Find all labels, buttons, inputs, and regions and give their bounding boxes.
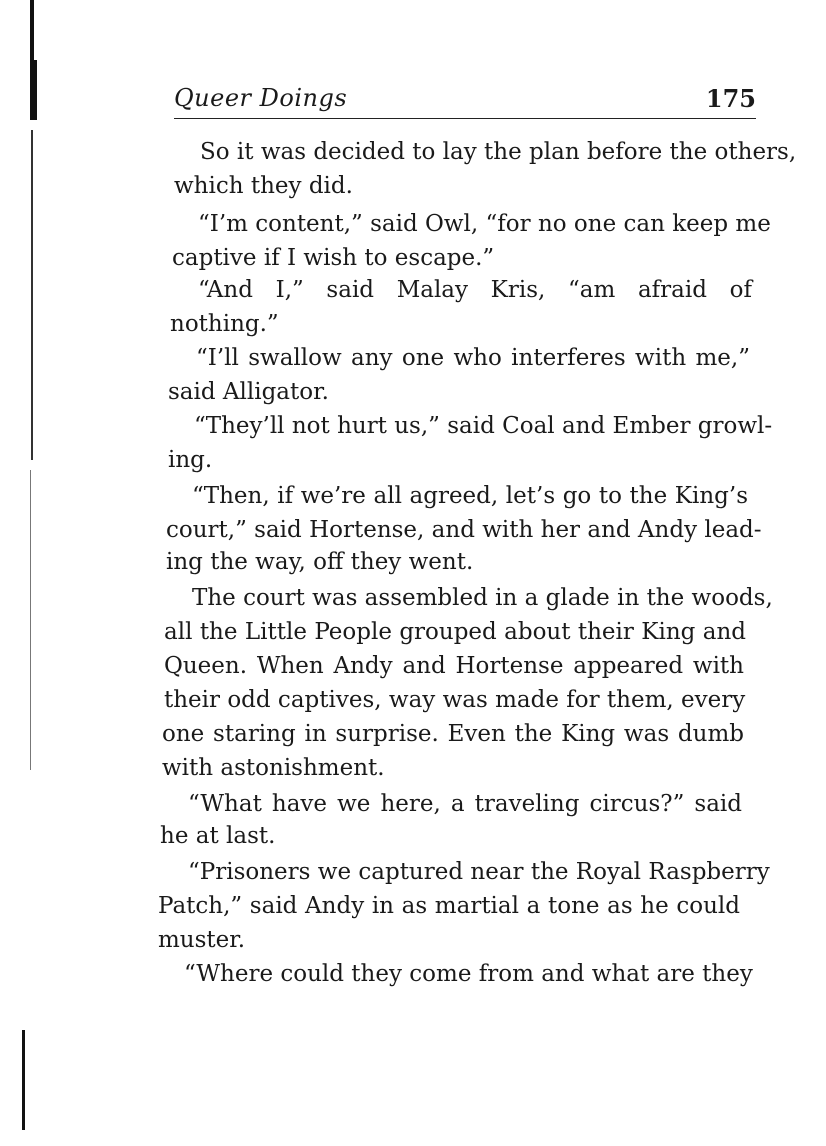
binding-edge-mark	[31, 130, 33, 460]
text-line: “Then, if we’re all agreed, let’s go to the King’s	[192, 483, 748, 509]
text-line: “What have we here, a traveling circus?” said	[188, 791, 742, 817]
page-header	[174, 80, 756, 119]
text-line: “I’ll swallow any one who interferes with me,”	[196, 345, 750, 371]
text-line: he at last.	[160, 823, 276, 849]
text-line: The court was assembled in a glade in the woods,	[192, 585, 773, 611]
binding-edge-mark	[30, 470, 31, 770]
running-head: Queer Doings	[174, 84, 348, 112]
binding-edge-mark	[22, 1030, 25, 1130]
text-line: ing the way, off they went.	[166, 549, 474, 575]
text-line: ing.	[168, 447, 213, 473]
text-line: Patch,” said Andy in as martial a tone as he could	[158, 893, 740, 919]
text-line: all the Little People grouped about their King and	[164, 619, 746, 645]
text-line: said Alligator.	[168, 379, 329, 405]
text-line: Queen. When Andy and Hortense appeared with	[164, 653, 744, 679]
text-line: muster.	[158, 927, 246, 953]
text-line: their odd captives, way was made for them, every	[164, 687, 746, 713]
text-line: So it was decided to lay the plan before the others,	[200, 139, 797, 165]
page-number: 175	[705, 84, 756, 113]
text-line: one staring in surprise. Even the King was dumb	[162, 721, 744, 747]
text-line: nothing.”	[170, 311, 279, 337]
text-line: “They’ll not hurt us,” said Coal and Ember growl-	[194, 413, 773, 439]
text-line: captive if I wish to escape.”	[172, 245, 495, 271]
text-line: “Prisoners we captured near the Royal Raspberry	[188, 859, 770, 885]
text-line: with astonishment.	[162, 755, 385, 781]
text-line: “And I,” said Malay Kris, “am afraid of	[198, 277, 752, 303]
text-line: which they did.	[174, 173, 353, 199]
text-line: “I’m content,” said Owl, “for no one can keep me	[198, 211, 771, 237]
text-line: “Where could they come from and what are they	[184, 961, 753, 987]
binding-edge-mark	[34, 60, 37, 120]
text-line: court,” said Hortense, and with her and Andy lead-	[166, 517, 762, 543]
